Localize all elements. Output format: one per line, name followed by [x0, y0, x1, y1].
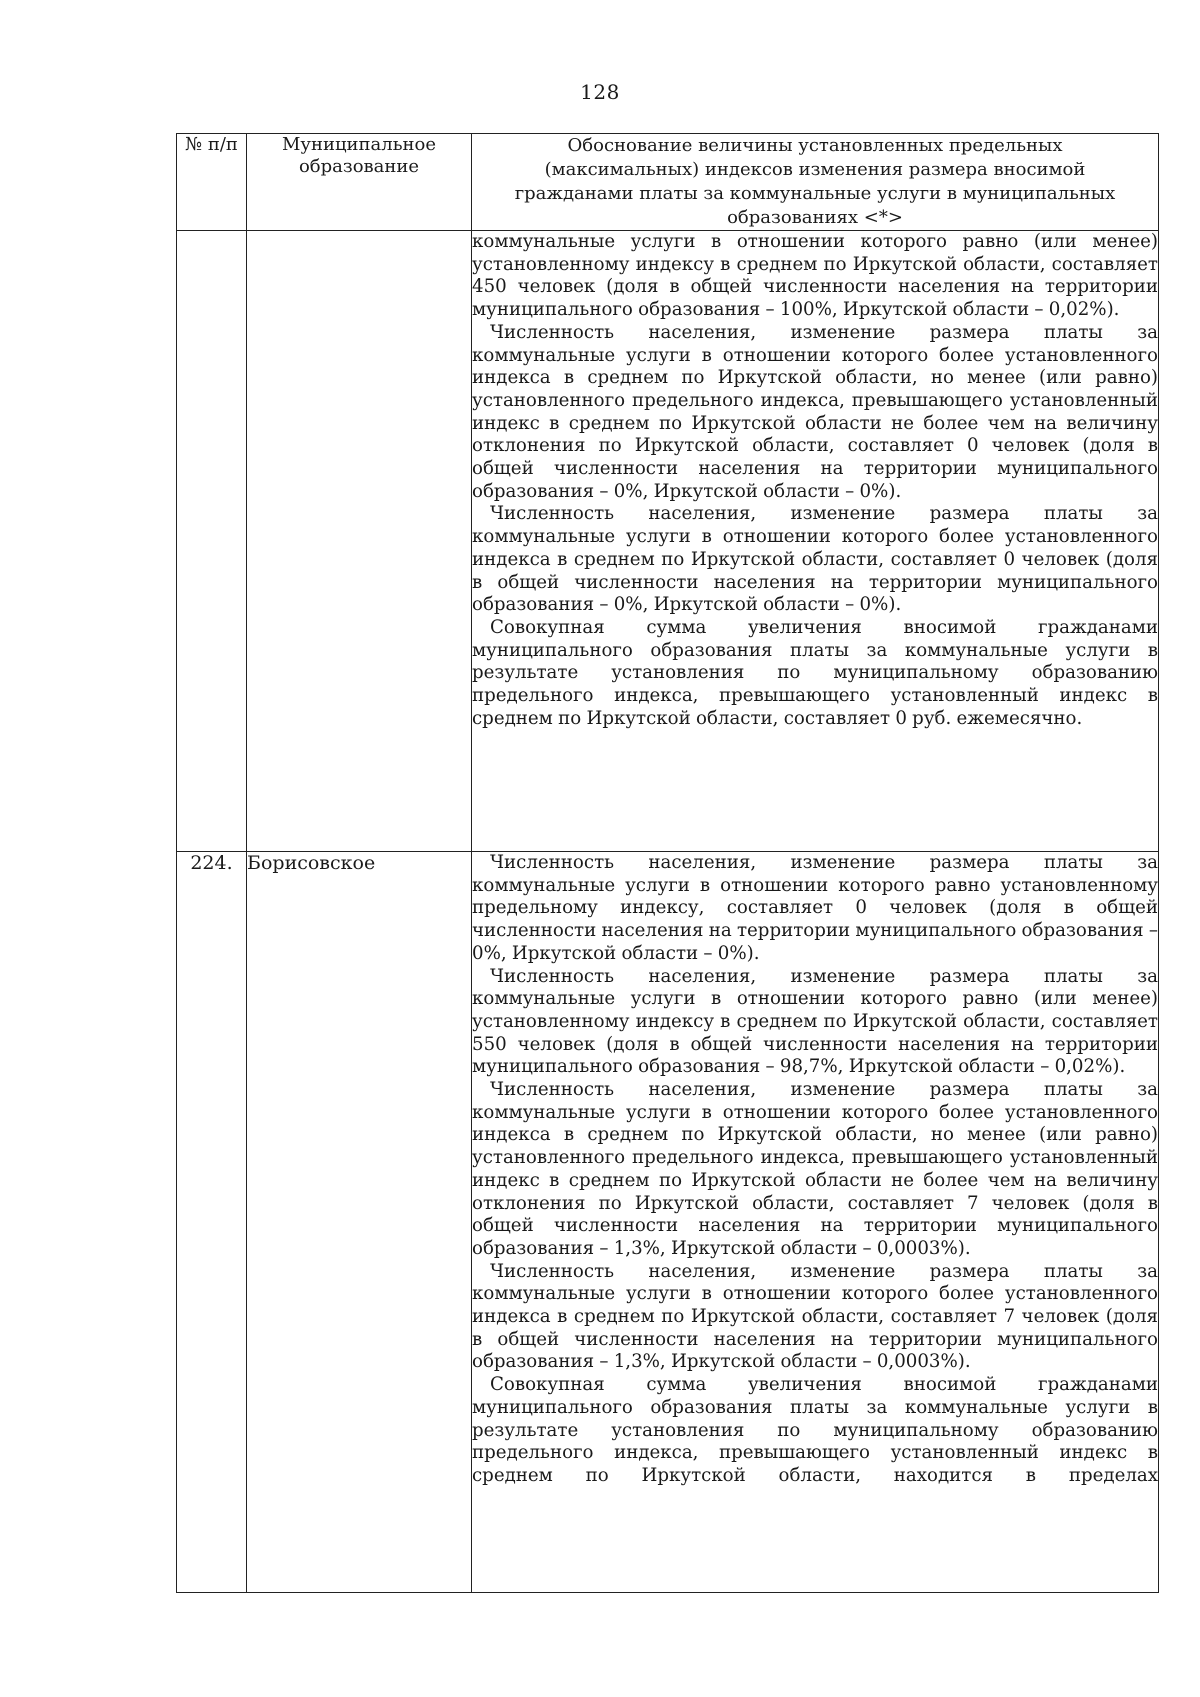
- paragraph: Численность населения, изменение размера платы за коммунальные услуги в отношении которого равно установленному предельному индексу, составляет 0 человек (доля в общей численности населения на территории муниципального образования – 0%, Иркутской области – 0%).: [472, 852, 1158, 964]
- row-municipality: [247, 231, 472, 852]
- row-number: [177, 231, 247, 852]
- paragraph: Численность населения, изменение размера платы за коммунальные услуги в отношении которого более установленного индекса в среднем по Иркутской области, но менее (или равно) установленного предельного индекса, превышающего установленный индекс в среднем по Иркутской области не более чем на величину отклонения по Иркутской области, составляет 0 человек (доля в общей численности населения на территории муниципального образования – 0%, Иркутской области – 0%).: [472, 321, 1158, 502]
- page-number: 128: [580, 80, 620, 104]
- paragraph: Совокупная сумма увеличения вносимой гражданами муниципального образования платы за коммунальные услуги в результате установления по муниципальному образованию предельного индекса, превышающего установленный индекс в среднем по Иркутской области, составляет 0 руб. ежемесячно.: [472, 616, 1158, 729]
- paragraph: коммунальные услуги в отношении которого равно (или менее) установленному индексу в среднем по Иркутской области, составляет 450 человек (доля в общей численности населения на территории муниципального образования – 100%, Иркутской области – 0,02%).: [472, 231, 1158, 321]
- paragraph: Численность населения, изменение размера платы за коммунальные услуги в отношении которого более установленного индекса в среднем по Иркутской области, но менее (или равно) установленного предельного индекса, превышающего установленный индекс в среднем по Иркутской области не более чем на величину отклонения по Иркутской области, составляет 7 человек (доля в общей численности населения на территории муниципального образования – 1,3%, Иркутской области – 0,0003%).: [472, 1079, 1158, 1259]
- row-number: 224.: [177, 852, 247, 1593]
- paragraph: Численность населения, изменение размера платы за коммунальные услуги в отношении которого равно (или менее) установленному индексу в среднем по Иркутской области, составляет 550 человек (доля в общей численности населения на территории муниципального образования – 98,7%, Иркутской области – 0,02%).: [472, 965, 1158, 1078]
- table-header-row: [177, 134, 1159, 231]
- table-row: [177, 231, 1159, 852]
- header-number: № п/п: [177, 134, 247, 231]
- paragraph: Численность населения, изменение размера платы за коммунальные услуги в отношении которого более установленного индекса в среднем по Иркутской области, составляет 0 человек (доля в общей численности населения на территории муниципального образования – 0%, Иркутской области – 0%).: [472, 503, 1158, 616]
- row-justification: [472, 231, 1159, 852]
- justification-table: [176, 133, 1159, 1593]
- row-municipality: Борисовское: [247, 852, 472, 1593]
- row-justification: [472, 852, 1159, 1593]
- paragraph: Численность населения, изменение размера платы за коммунальные услуги в отношении которого более установленного индекса в среднем по Иркутской области, составляет 7 человек (доля в общей численности населения на территории муниципального образования – 1,3%, Иркутской области – 0,0003%).: [472, 1260, 1158, 1373]
- header-municipality: Муниципальное образование: [247, 134, 472, 231]
- header-justification: Обоснование величины установленных предельных (максимальных) индексов изменения размера вносимой гражданами платы за коммунальные услуги в муниципальных образованиях <*>: [472, 134, 1159, 231]
- table-row: [177, 852, 1159, 1593]
- paragraph: Совокупная сумма увеличения вносимой гражданами муниципального образования платы за коммунальные услуги в результате установления по муниципальному образованию предельного индекса, превышающего установленный индекс в среднем по Иркутской области, находится в пределах: [472, 1374, 1158, 1486]
